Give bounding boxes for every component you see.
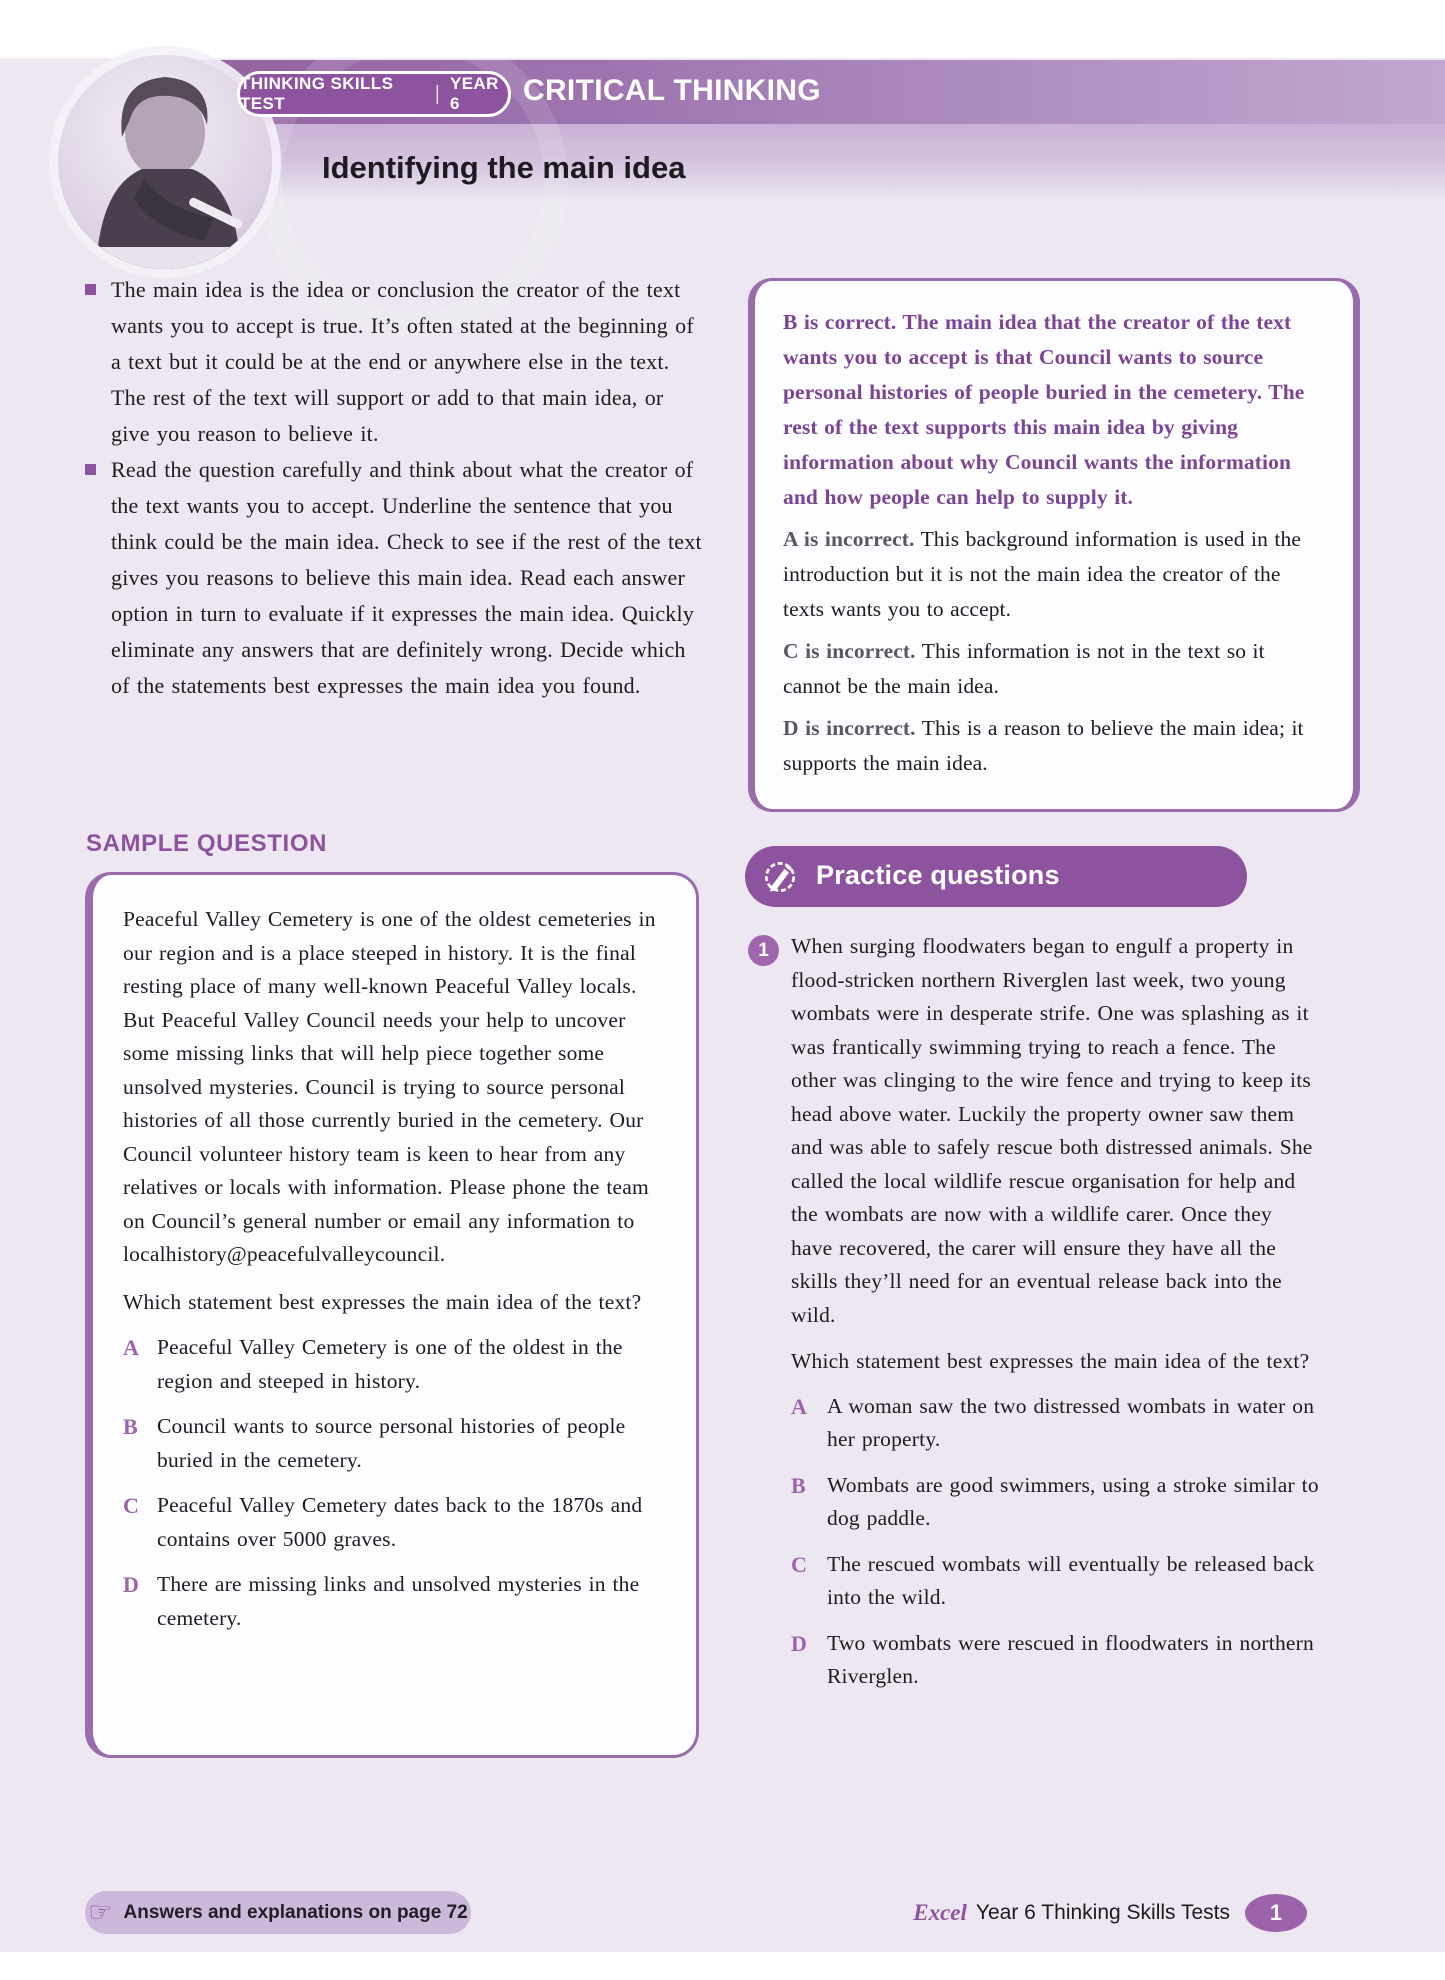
incorrect-label: C is incorrect. [783, 639, 916, 663]
option-text: Wombats are good swimmers, using a stroke similar to dog paddle. [827, 1472, 1319, 1530]
question-passage: When surging floodwaters began to engulf a property in flood-stricken northern Riverglen last week, two young wombats were in desperate strife. One was splashing as it was frantically swimming trying to reach a fence. The other was clinging to the wire fence and trying to keep its head above water. Luckily the property owner saw them and was able to safely rescue both distressed animals. She called the local wildlife rescue organisation for help and the wombats are now with a wildlife carer. Once they have recovered, the carer will ensure they have all the skills they’ll need for an eventual release back into the wild. [791, 934, 1313, 1327]
incorrect-text: This background information is used in the introduction but it is not the main idea the creator of the texts wants you to accept. [783, 527, 1301, 621]
option-row [123, 1568, 670, 1635]
practice-questions-header [745, 846, 1247, 907]
correct-answer-explanation: B is correct. The main idea that the creator of the text wants you to accept is that Council wants to source personal histories of people buried in the cemetery. The rest of the text supports this main idea by giving information about why Council wants the information and how people can help to supply it. [783, 310, 1305, 509]
option-row [123, 1331, 670, 1398]
option-letter: A [123, 1335, 139, 1360]
page-number-badge: 1 [1245, 1894, 1307, 1932]
option-row [791, 1548, 1331, 1615]
test-name-pill [237, 71, 511, 117]
sample-options [123, 1331, 670, 1635]
intro-bullet-text: Read the question carefully and think about what the creator of the text wants you to accept. Underline the sentence that you think could be the main idea. Check to see if the rest of the text gives you reasons to believe this main idea. Read each answer option in turn to evaluate if it expresses the main idea. Quickly eliminate any answers that are definitely wrong. Decide which of the statements best expresses the main idea you found. [111, 457, 702, 698]
intro-bullet-text: The main idea is the idea or conclusion the creator of the text wants you to accept is true. It’s often stated at the beginning of a text but it could be at the end or anywhere else in the text. The rest of the text will support or add to that main idea, or give you reason to believe it. [111, 277, 694, 446]
option-text: There are missing links and unsolved mysteries in the cemetery. [157, 1572, 640, 1630]
practice-question-1 [748, 930, 1360, 1706]
option-row [791, 1469, 1331, 1536]
option-letter: C [123, 1493, 139, 1518]
incorrect-label: A is incorrect. [783, 527, 915, 551]
incorrect-answer-explanation [783, 522, 1327, 627]
sample-question-text: Which statement best expresses the main idea of the text? [123, 1289, 642, 1314]
practice-questions-label: Practice questions [816, 860, 1060, 890]
incorrect-text: This information is not in the text so it cannot be the main idea. [783, 639, 1265, 698]
option-letter: D [123, 1572, 139, 1597]
answers-reference-text: Answers and explanations on page 72 [123, 1901, 468, 1923]
page-title: Identifying the main idea [322, 150, 686, 185]
option-row [791, 1627, 1331, 1694]
answers-reference-pill [85, 1891, 471, 1934]
answer-explanation-box [748, 278, 1360, 812]
strand-title: CRITICAL THINKING [523, 74, 821, 107]
pill-test-label: THINKING SKILLS TEST [240, 74, 394, 113]
sample-question-heading: SAMPLE QUESTION [86, 830, 328, 857]
book-series-title: Year 6 Thinking Skills Tests [975, 1901, 1230, 1924]
option-text: Two wombats were rescued in floodwaters in northern Riverglen. [827, 1630, 1314, 1688]
incorrect-answer-explanation [783, 711, 1327, 781]
option-letter: B [791, 1472, 806, 1498]
incorrect-text: This is a reason to believe the main idea; it supports the main idea. [783, 716, 1304, 775]
question-options [791, 1390, 1331, 1694]
option-letter: A [791, 1393, 807, 1419]
bullet-square-icon [85, 284, 96, 295]
pill-divider: | [435, 82, 440, 105]
pointing-hand-icon: ☞ [88, 1897, 113, 1928]
list-item [85, 272, 705, 452]
option-letter: C [791, 1551, 807, 1577]
question-number-badge: 1 [748, 935, 779, 966]
option-text: A woman saw the two distressed wombats in water on her property. [827, 1393, 1315, 1451]
intro-bullet-list [85, 272, 705, 704]
book-footer [913, 1894, 1307, 1932]
incorrect-answer-explanation [783, 634, 1327, 704]
option-letter: B [123, 1414, 138, 1439]
option-row [791, 1390, 1331, 1457]
pill-year-label: YEAR 6 [449, 74, 499, 113]
option-text: The rescued wombats will eventually be released back into the wild. [827, 1551, 1315, 1609]
incorrect-label: D is incorrect. [783, 716, 916, 740]
book-brand: Excel [913, 1900, 967, 1925]
option-letter: D [791, 1630, 807, 1656]
option-row [123, 1410, 670, 1477]
sample-question-box [85, 872, 699, 1758]
bullet-square-icon [85, 464, 96, 475]
option-text: Peaceful Valley Cemetery dates back to the 1870s and contains over 5000 graves. [157, 1493, 643, 1551]
question-text: Which statement best expresses the main idea of the text? [791, 1349, 1310, 1373]
pencil-gear-icon [760, 857, 800, 897]
sample-passage: Peaceful Valley Cemetery is one of the oldest cemeteries in our region and is a place steeped in history. It is the final resting place of many well-known Peaceful Valley locals. But Peaceful Valley Council needs your help to uncover some missing links that will help piece together some unsolved mysteries. Council is trying to source personal histories of all those currently buried in the cemetery. Our Council volunteer history team is keen to hear from any relatives or locals with information. Please phone the team on Council’s general number or email any information to localhistory@peacefulvalleycouncil. [123, 907, 656, 1266]
option-row [123, 1489, 670, 1556]
option-text: Council wants to source personal histories of people buried in the cemetery. [157, 1414, 626, 1472]
option-text: Peaceful Valley Cemetery is one of the oldest in the region and steeped in history. [157, 1335, 623, 1393]
list-item [85, 452, 705, 704]
